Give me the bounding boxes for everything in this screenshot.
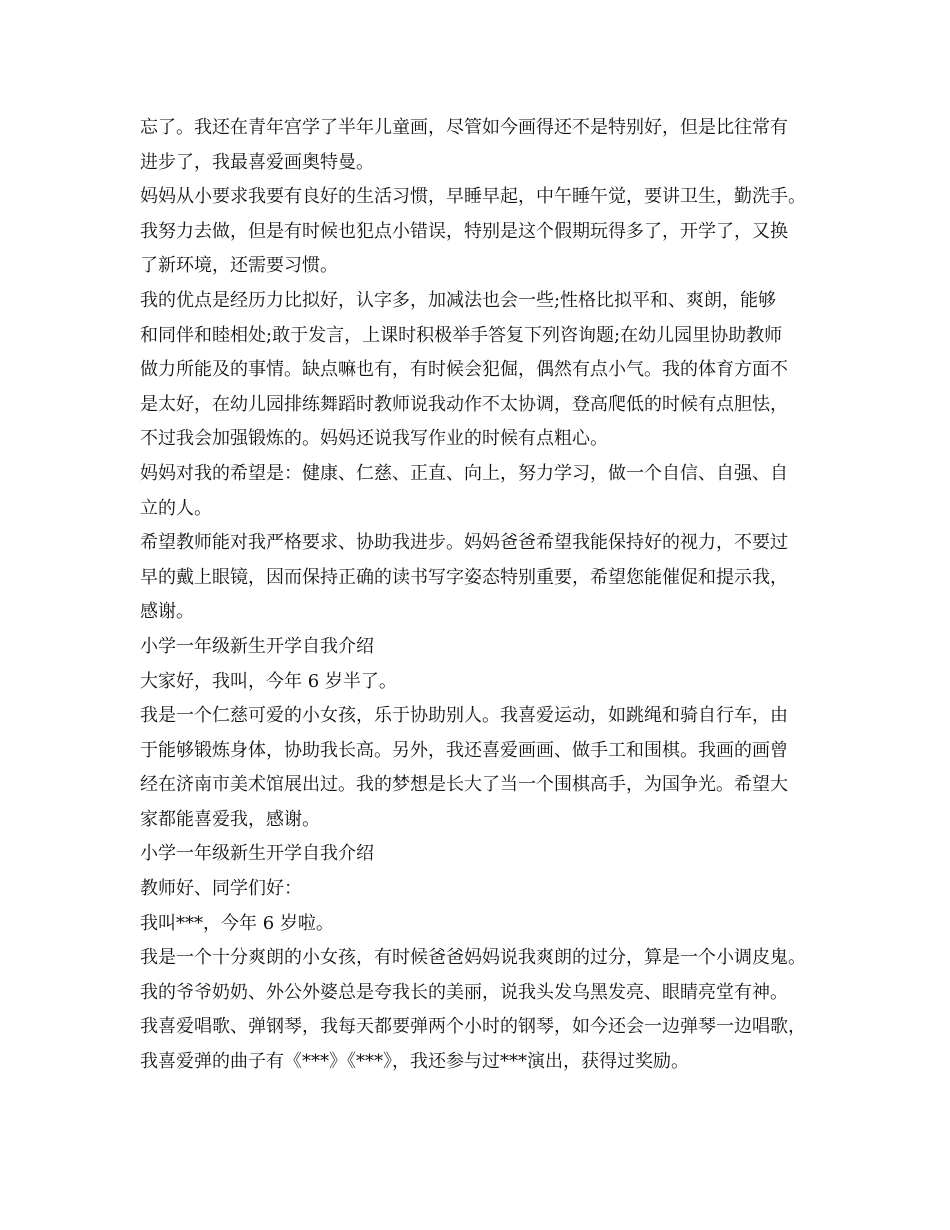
text-line: 我努力去做，但是有时候也犯点小错误，特别是这个假期玩得多了，开学了，又换 (140, 220, 788, 242)
text-line: 做力所能及的事情。缺点嘛也有，有时候会犯倔，偶然有点小气。我的体育方面不 (140, 359, 788, 381)
text-line: 我叫***，今年 6 岁啦。 (140, 912, 334, 934)
text-line: 了新环境，还需要习惯。 (140, 255, 338, 277)
text-line: 感谢。 (140, 601, 194, 623)
text-line: 于能够锻炼身体，协助我长高。另外，我还喜爱画画、做手工和围棋。我画的画曾 (140, 739, 788, 761)
text-line: 立的人。 (140, 497, 212, 519)
text-line: 不过我会加强锻炼的。妈妈还说我写作业的时候有点粗心。 (140, 428, 608, 450)
text-line: 我的优点是经历力比拟好，认字多，加减法也会一些;性格比拟平和、爽朗，能够 (140, 289, 777, 311)
text-line: 早的戴上眼镜，因而保持正确的读书写字姿态特别重要，希望您能催促和提示我， (140, 566, 788, 588)
text-line: 忘了。我还在青年宫学了半年儿童画，尽管如今画得还不是特别好，但是比往常有 (140, 117, 788, 138)
document-body (140, 111, 820, 1080)
text-line: 和同伴和睦相处;敢于发言，上课时积极举手答复下列咨询题;在幼儿园里协助教师 (140, 324, 783, 346)
text-line: 教师好、同学们好： (140, 878, 302, 900)
text-line: 家都能喜爱我，感谢。 (140, 808, 320, 830)
section-heading: 小学一年级新生开学自我介绍 (140, 843, 374, 865)
text-line: 我是一个十分爽朗的小女孩，有时候爸爸妈妈说我爽朗的过分，算是一个小调皮鬼。 (140, 947, 806, 969)
text-line: 我喜爱唱歌、弹钢琴，我每天都要弹两个小时的钢琴，如今还会一边弹琴一边唱歌， (140, 1016, 806, 1038)
text-line: 妈妈从小要求我要有良好的生活习惯，早睡早起，中午睡午觉，要讲卫生，勤洗手。 (140, 186, 806, 208)
text-line: 我喜爱弹的曲子有《***》《***》，我还参与过***演出，获得过奖励。 (140, 1051, 689, 1073)
text-line: 经在济南市美术馆展出过。我的梦想是长大了当一个围棋高手，为国争光。希望大 (140, 774, 788, 796)
text-line: 进步了，我最喜爱画奥特曼。 (140, 151, 374, 173)
text-line: 妈妈对我的希望是：健康、仁慈、正直、向上，努力学习，做一个自信、自强、自 (140, 462, 788, 484)
section-heading: 小学一年级新生开学自我介绍 (140, 635, 374, 657)
text-line: 我的爷爷奶奶、外公外婆总是夸我长的美丽，说我头发乌黑发亮、眼睛亮堂有神。 (140, 981, 788, 1003)
text-line: 希望教师能对我严格要求、协助我进步。妈妈爸爸希望我能保持好的视力，不要过 (140, 532, 788, 554)
text-line: 是太好，在幼儿园排练舞蹈时教师说我动作不太协调，登高爬低的时候有点胆怯， (140, 393, 788, 415)
text-line: 大家好，我叫，今年 6 岁半了。 (140, 670, 397, 692)
text-line: 我是一个仁慈可爱的小女孩，乐于协助别人。我喜爱运动，如跳绳和骑自行车，由 (140, 705, 788, 727)
